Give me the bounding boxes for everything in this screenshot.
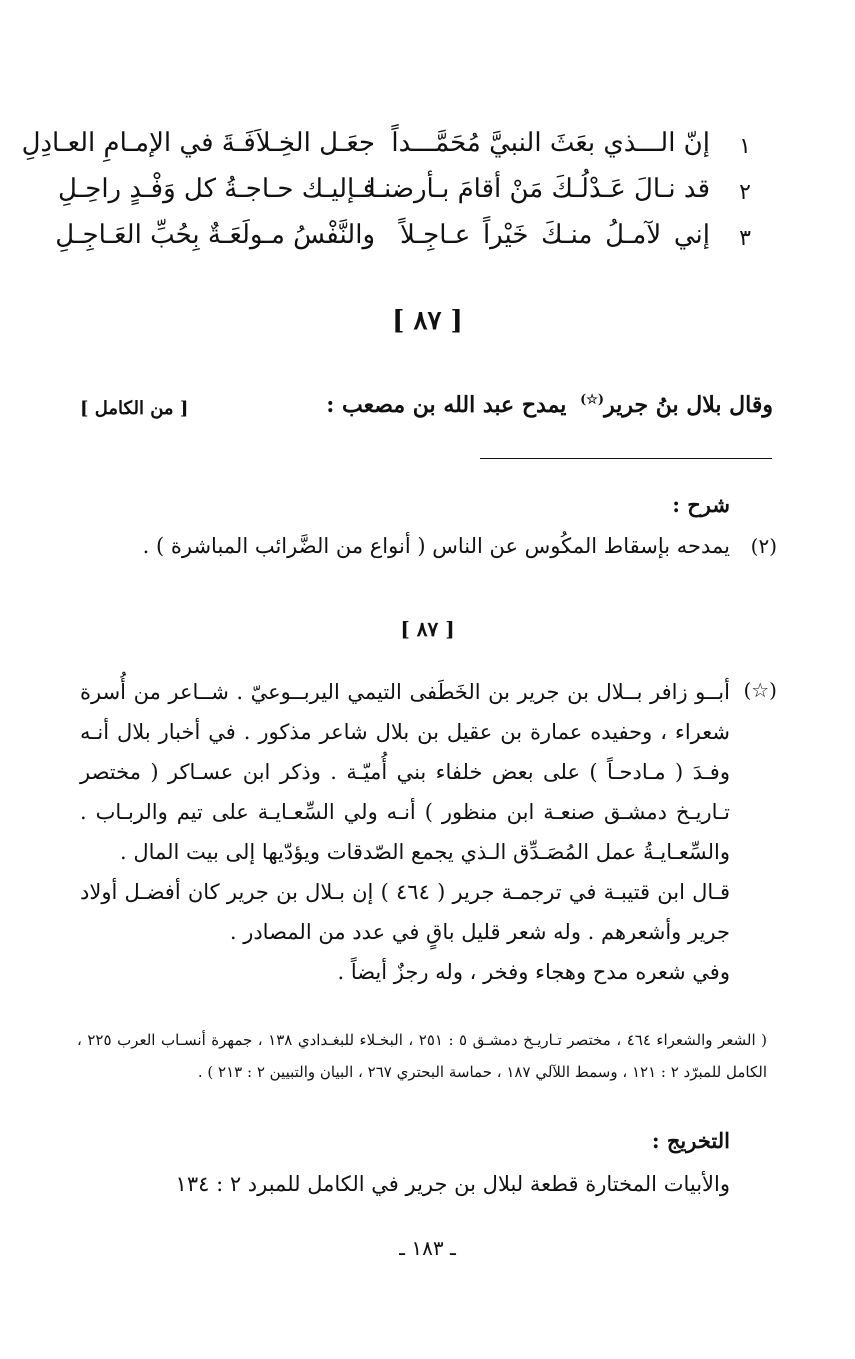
verse-first-hemistich: قد نـالَ عَـدْلُـكَ مَنْ أقامَ بـأرضنـا (368, 174, 710, 204)
footnote-marker: (☆) (580, 392, 605, 408)
verse-line-1 (21, 128, 760, 176)
biography-paragraph-2: قـال ابن قتيبـة في ترجمـة جرير ( ٤٦٤ ) إن بـلال بن جرير كان أفضـل أولاد جرير وأشعرهم . وله شعر قليل باقٍ في عدد من المصادر . (80, 880, 730, 944)
intro-rest: يمدح عبد الله بن مصعب : (326, 392, 567, 418)
poem-number: [ ٨٧ ] (392, 306, 463, 336)
biography-marker: (☆) (743, 678, 777, 702)
intro-text: وقال بلال بنُ جرير (604, 392, 773, 418)
biography-paragraph-3: وفي شعره مدح وهجاء وفخر ، وله رجزٌ أيضاً . (337, 960, 730, 984)
verse-line-3 (55, 220, 760, 268)
takhrij-heading: التخريج : (651, 1128, 730, 1153)
poem-intro (326, 392, 773, 418)
verse-first-hemistich: إنّ الـــذي بعَثَ النبيَّ مُحَمَّـــداً (391, 128, 710, 158)
verse-second-hemistich: فـإليـك حـاجـةُ كل وَفْـدٍ راحِـلِ (57, 174, 375, 204)
sharh-note-number: (٢) (750, 534, 777, 558)
verse-second-hemistich: جعَـل الخِـلاَفَـةَ في الإمـامِ العـادِلِ (21, 128, 375, 158)
page-number: ـ ١٨٣ ـ (399, 1236, 456, 1260)
biography-paragraph-1: أبــو زافر بــلال بن جرير بن الخَطَفى التيمي اليربــوعيّ . شــاعر من أُسرة شعراء ، وحفيده عمارة بن عقيل بن بلال شاعر مذكور . في أخبار بلال أنـه وفـدَ ( مـادحـاً ) على بعض خلفاء بني أُميّـة . وذكر ابن عسـاكر ( مختصر تـاريـخ دمشـق صنعـة ابن منظور ) أنـه ولي السِّعـايـة على تيم والربـاب . والسِّعـايـةُ عمل المُصَـدِّق الـذي يجمع الصّدقات ويؤدّيها إلى بيت المال . (80, 680, 730, 864)
references: ( الشعر والشعراء ٤٦٤ ، مختصر تـاريـخ دمشـق ٥ : ٢٥١ ، البخـلاء للبغـدادي ١٣٨ ، جمهرة أنسـاب العرب ٢٢٥ ، الكامل للمبرّد ٢ : ١٢١ ، وسمط اللآلي ١٨٧ ، حماسة البحتري ٢٦٧ ، البيان والتبيين ٢ : ٢١٣ ) . (77, 1031, 768, 1081)
footnote-separator (480, 458, 772, 459)
sharh-note-text: يمدحه بإسقاط المكُوس عن الناس ( أنواع من الضَّرائب المباشرة ) . (142, 534, 730, 558)
poem-number-small: [ ٨٧ ] (400, 617, 455, 641)
verse-number: ٣ (739, 226, 751, 251)
verse-line-2 (57, 174, 760, 222)
sharh-heading: شرح : (672, 492, 730, 517)
verse-first-hemistich: إني لآمـلُ منـكَ خَيْراً عـاجِـلاً (400, 220, 710, 250)
poem-meter: [ من الكامل ] (80, 398, 189, 419)
verse-number: ١ (739, 134, 751, 159)
verse-second-hemistich: والنَّفْسُ مـولَعَـةٌ بِحُبِّ العَـاجِـلِ (55, 220, 375, 250)
verse-number: ٢ (739, 180, 751, 205)
biography (80, 672, 730, 992)
takhrij-text: والأبيات المختارة قطعة لبلال بن جرير في الكامل للمبرد ٢ : ١٣٤ (175, 1172, 730, 1196)
